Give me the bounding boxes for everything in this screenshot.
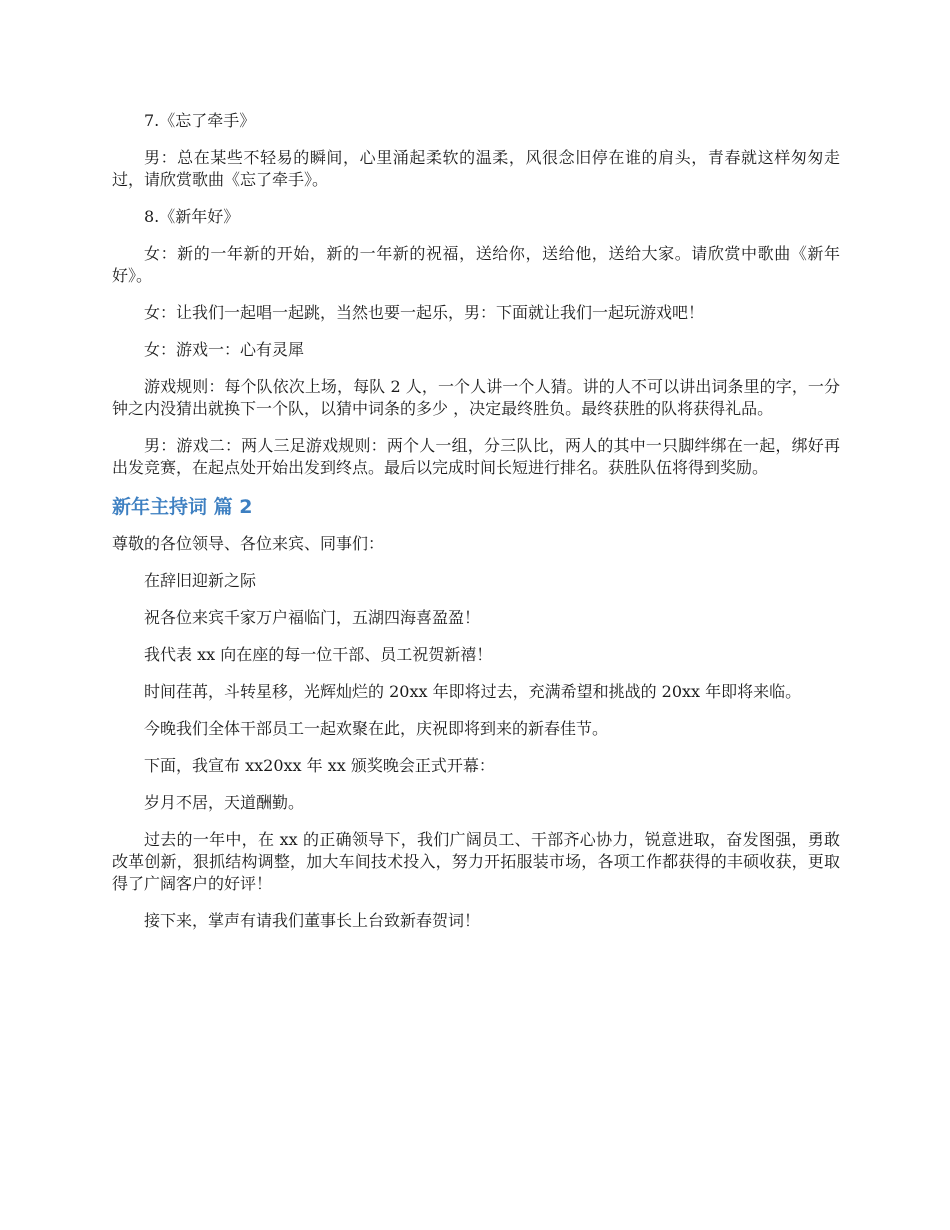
game-one-rules: 游戏规则：每个队依次上场，每队 2 人，一个人讲一个人猜。讲的人不可以讲出词条里的字，一分钟之内没猜出就换下一个队，以猜中词条的多少 ，决定最终胜负。最终获胜的队将获得礼品。 xyxy=(112,377,840,418)
speech-paragraph: 过去的一年中，在 xx 的正确领导下，我们广阔员工、干部齐心协力，锐意进取，奋发图强，勇敢改革创新，狠抓结构调整，加大车间技术投入，努力开拓服装市场，各项工作都获得的丰硕收获，更取得了广阔客户的好评！ xyxy=(112,830,840,893)
speech-paragraph: 在辞旧迎新之际 xyxy=(144,571,257,590)
section-heading: 新年主持词 篇 2 xyxy=(112,496,253,518)
host-line: 女：让我们一起唱一起跳，当然也要一起乐，男：下面就让我们一起玩游戏吧！ xyxy=(144,303,705,322)
game-one-title: 女：游戏一：心有灵犀 xyxy=(144,340,305,359)
host-line: 男：总在某些不轻易的瞬间，心里涌起柔软的温柔，风很念旧停在谁的肩头，青春就这样匆匆走过，请欣赏歌曲《忘了牵手》。 xyxy=(112,148,840,189)
greeting: 尊敬的各位领导、各位来宾、同事们： xyxy=(112,534,385,553)
speech-paragraph: 时间荏苒，斗转星移，光辉灿烂的 20xx 年即将过去，充满希望和挑战的 20xx 年即将来临。 xyxy=(144,682,802,701)
speech-paragraph: 接下来，掌声有请我们董事长上台致新春贺词！ xyxy=(144,911,481,930)
speech-paragraph: 我代表 xx 向在座的每一位干部、员工祝贺新禧！ xyxy=(144,645,493,664)
speech-paragraph: 下面，我宣布 xx20xx 年 xx 颁奖晚会正式开幕： xyxy=(144,756,495,775)
speech-paragraph: 祝各位来宾千家万户福临门，五湖四海喜盈盈！ xyxy=(144,608,481,627)
song-item-7: 7.《忘了牵手》 xyxy=(144,111,256,130)
document-page xyxy=(112,110,840,947)
host-line: 女：新的一年新的开始，新的一年新的祝福，送给你，送给他，送给大家。请欣赏中歌曲《新年好》。 xyxy=(112,244,840,285)
song-item-8: 8.《新年好》 xyxy=(144,207,240,226)
speech-paragraph: 岁月不居，天道酬勤。 xyxy=(144,793,305,812)
game-two-rules: 男：游戏二：两人三足游戏规则：两个人一组，分三队比，两人的其中一只脚绊绑在一起，绑好再出发竞赛，在起点处开始出发到终点。最后以完成时间长短进行排名。获胜队伍将得到奖励。 xyxy=(112,436,840,477)
speech-paragraph: 今晚我们全体干部员工一起欢聚在此，庆祝即将到来的新春佳节。 xyxy=(144,719,609,738)
